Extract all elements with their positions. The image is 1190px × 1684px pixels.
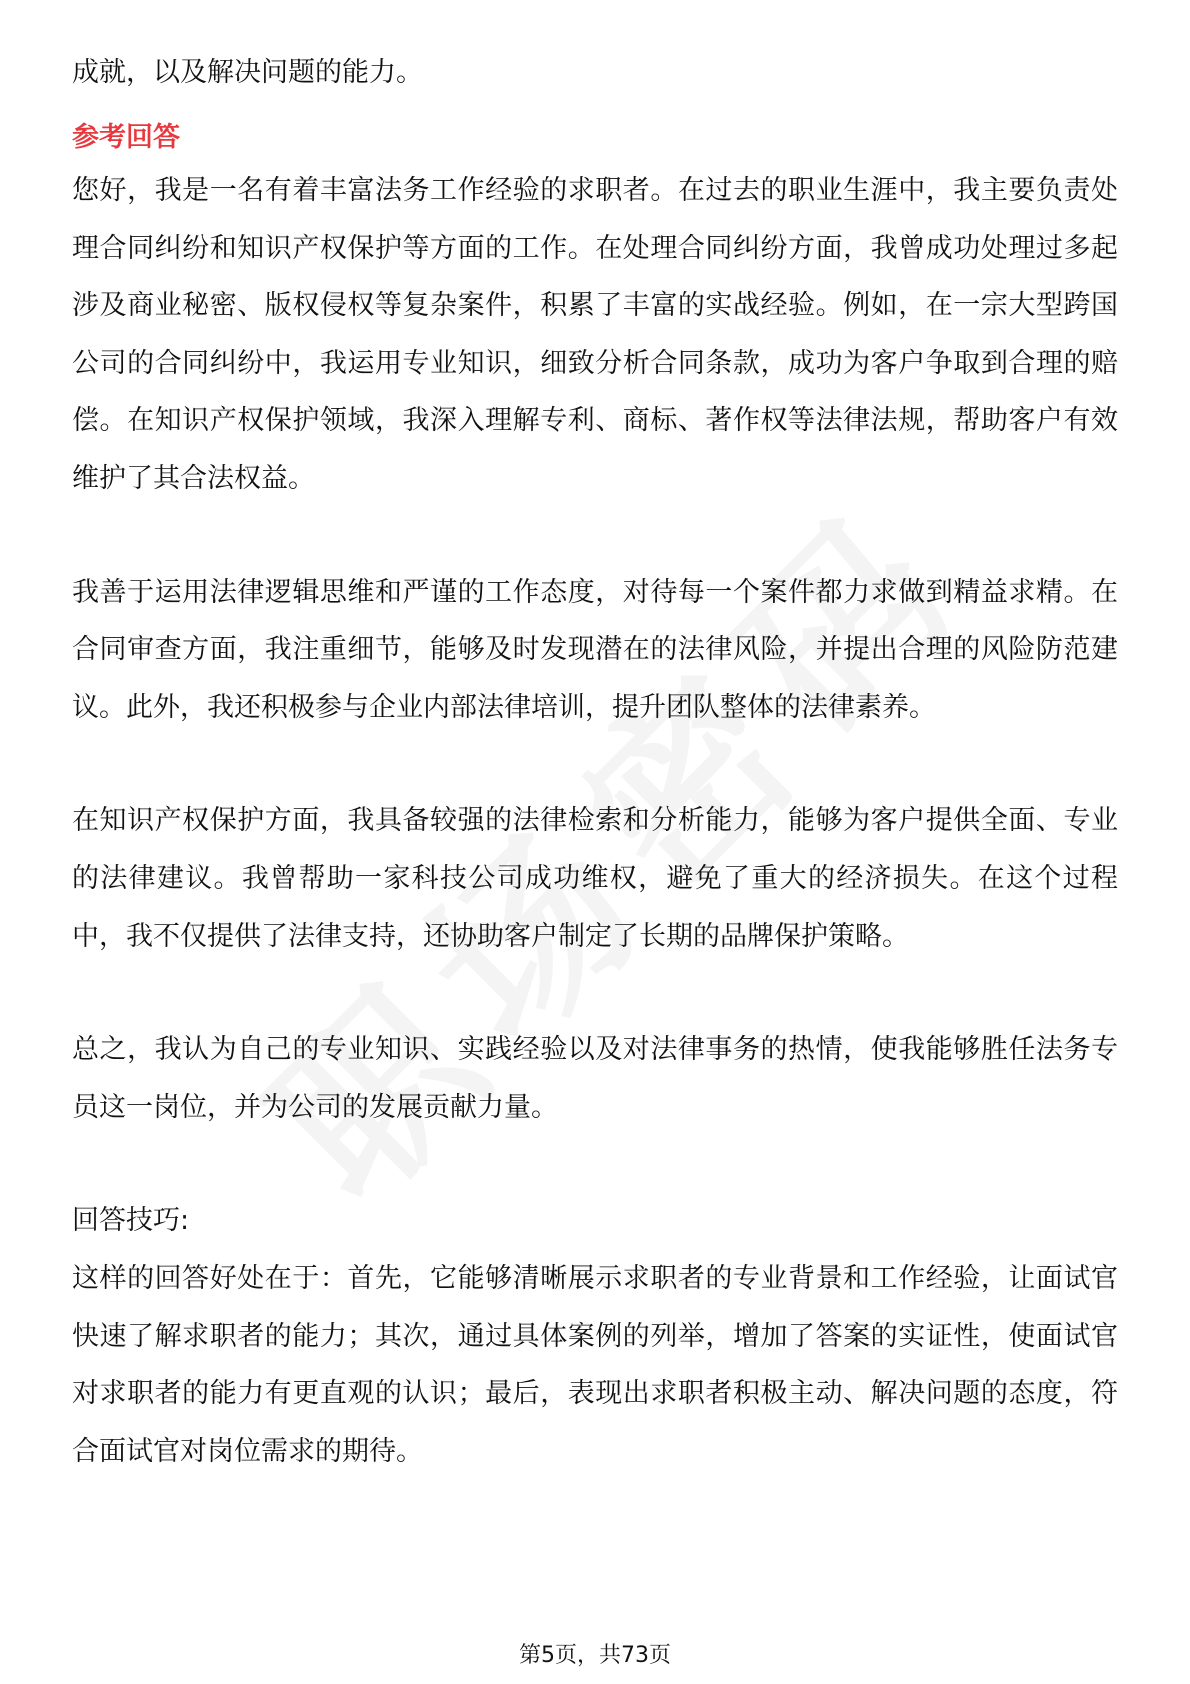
answer-paragraph-1: 您好，我是一名有着丰富法务工作经验的求职者。在过去的职业生涯中，我主要负责处理合同纠纷和知识产权保护等方面的工作。在处理合同纠纷方面，我曾成功处理过多起涉及商业秘密、版权侵权等复杂案件，积累了丰富的实战经验。例如，在一宗大型跨国公司的合同纠纷中，我运用专业知识，细致分析合同条款，成功为客户争取到合理的赔偿。在知识产权保护领域，我深入理解专利、商标、著作权等法律法规，帮助客户有效维护了其合法权益。 bbox=[72, 175, 1118, 494]
paragraph-spacer bbox=[72, 1136, 1118, 1192]
tips-heading: 回答技巧: bbox=[72, 1205, 190, 1237]
paragraph-spacer bbox=[72, 736, 1118, 792]
document-body bbox=[72, 44, 1118, 1480]
page-footer: 第5页，共73页 bbox=[519, 1643, 671, 1668]
answer-paragraph-3: 在知识产权保护方面，我具备较强的法律检索和分析能力，能够为客户提供全面、专业的法律建议。我曾帮助一家科技公司成功维权，避免了重大的经济损失。在这个过程中，我不仅提供了法律支持，还协助客户制定了长期的品牌保护策略。 bbox=[72, 805, 1118, 952]
paragraph-spacer bbox=[72, 508, 1118, 564]
intro-line: 成就，以及解决问题的能力。 bbox=[72, 57, 423, 88]
tips-paragraph: 这样的回答好处在于：首先，它能够清晰展示求职者的专业背景和工作经验，让面试官快速了解求职者的能力；其次，通过具体案例的列举，增加了答案的实证性，使面试官对求职者的能力有更直观的认识；最后，表现出求职者积极主动、解决问题的态度，符合面试官对岗位需求的期待。 bbox=[72, 1262, 1118, 1467]
answer-paragraph-4: 总之，我认为自己的专业知识、实践经验以及对法律事务的热情，使我能够胜任法务专员这一岗位，并为公司的发展贡献力量。 bbox=[72, 1034, 1118, 1123]
answer-paragraph-2: 我善于运用法律逻辑思维和严谨的工作态度，对待每一个案件都力求做到精益求精。在合同审查方面，我注重细节，能够及时发现潜在的法律风险，并提出合理的风险防范建议。此外，我还积极参与企业内部法律培训，提升团队整体的法律素养。 bbox=[72, 576, 1118, 723]
paragraph-spacer bbox=[72, 965, 1118, 1021]
section-heading: 参考回答 bbox=[72, 122, 180, 153]
